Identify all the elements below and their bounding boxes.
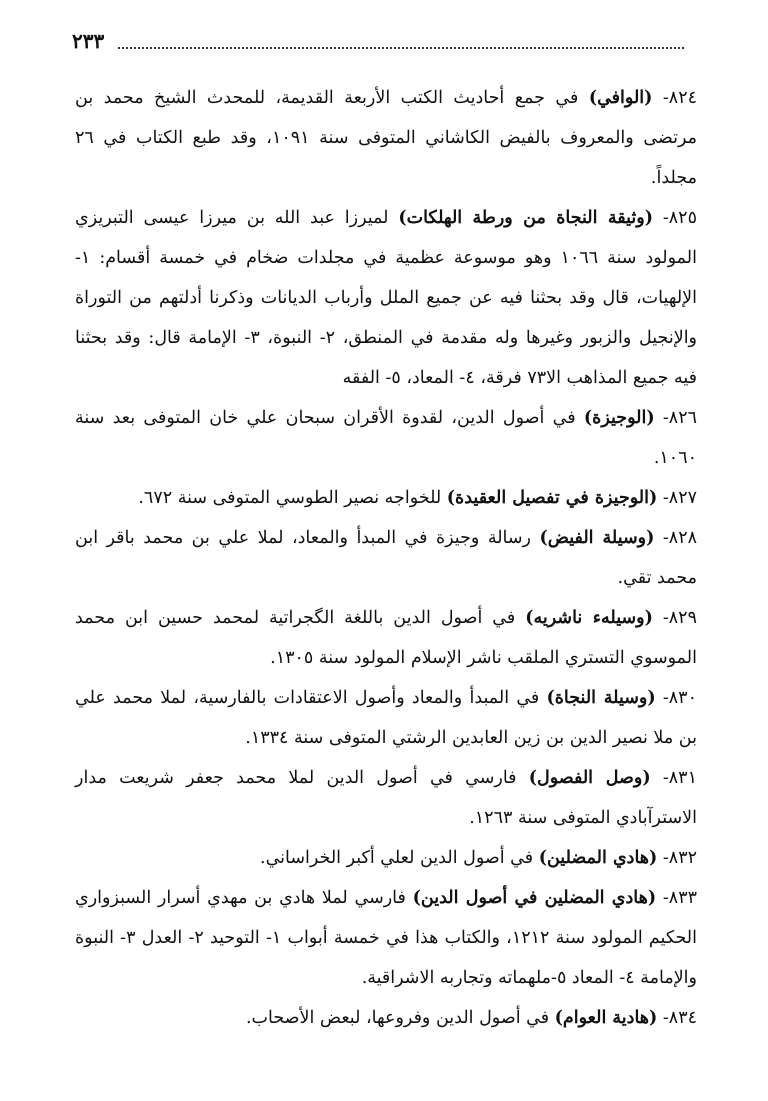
entry-number: ٨٣٢- — [662, 848, 697, 868]
entry-title: (وسيلهء ناشريه) — [525, 608, 653, 628]
entry-829 — [75, 598, 697, 678]
entry-number: ٨٢٧- — [662, 488, 697, 508]
entry-title: (هادي المضلين في أصول الدين) — [412, 888, 657, 908]
entries-list — [75, 78, 697, 1038]
entry-833 — [75, 878, 697, 998]
entry-825 — [75, 198, 697, 398]
entry-831 — [75, 758, 697, 838]
entry-827 — [75, 478, 697, 518]
entry-title: (وسيلة النجاة) — [546, 688, 656, 708]
entry-text: في أصول الدين باللغة الگجراتية لمحمد حسين ابن محمد الموسوي التستري الملقب ناشر الإسلام المولود سنة ١٣٠٥. — [75, 608, 697, 668]
entry-text: للخواجه نصير الطوسي المتوفى سنة ٦٧٢. — [138, 488, 442, 508]
entry-text: لميرزا عبد الله بن ميرزا عيسى التبريزي المولود سنة ١٠٦٦ وهو موسوعة عظمية في مجلدات ضخام في خمسة أقسام: ١- الإلهيات، قال وقد بحثنا فيه عن جميع الملل وأرباب الديانات وذكرنا أدلتهم من التوراة والإنجيل والزبور وغيرها وله مقدمة في المنطق، ٢- النبوة، ٣- الإمامة قال: وقد بحثنا فيه جميع المذاهب الا٧٣ فرقة، ٤- المعاد، ٥- الفقه — [75, 208, 698, 388]
entry-830 — [75, 678, 697, 758]
entry-text: في المبدأ والمعاد وأصول الاعتقادات بالفارسية، لملا محمد علي بن ملا نصير الدين بن زين العابدين الرشتي المتوفى سنة ١٣٣٤. — [75, 688, 697, 748]
entry-text: فارسي لملا هادي بن مهدي أسرار السبزواري الحكيم المولود سنة ١٢١٢، والكتاب هذا في خمسة أبواب ١- التوحيد ٢- العدل ٣- النبوة والإمامة ٤- المعاد ٥-ملهماته وتجاربه الاشراقية. — [75, 888, 697, 988]
entry-number: ٨٢٨- — [662, 528, 697, 548]
entry-834 — [75, 998, 697, 1038]
entry-title: (وسيلة الفيض) — [539, 528, 655, 548]
entry-title: (وصل الفصول) — [528, 768, 651, 788]
page-number: ٢٣٣ — [72, 29, 105, 53]
entry-text: في جمع أحاديث الكتب الأربعة القديمة، للمحدث الشيخ محمد بن مرتضى والمعروف بالفيض الكاشاني المتوفى سنة ١٠٩١، وقد طبع الكتاب في ٢٦ مجلداً. — [75, 88, 698, 188]
entry-number: ٨٢٥- — [662, 208, 697, 228]
entry-text: فارسي في أصول الدين لملا محمد جعفر شريعت مدار الاسترآبادي المتوفى سنة ١٢٦٣. — [75, 768, 697, 828]
entry-number: ٨٣٠- — [662, 688, 697, 708]
entry-828 — [75, 518, 697, 598]
entry-title: (وثيقة النجاة من ورطة الهلكات) — [398, 208, 653, 228]
entry-number: ٨٣٣- — [662, 888, 697, 908]
entry-number: ٨٢٦- — [662, 408, 697, 428]
entry-number: ٨٣١- — [662, 768, 697, 788]
entry-824 — [75, 78, 697, 198]
entry-text: في أصول الدين لعلي أكبر الخراساني. — [260, 848, 534, 868]
entry-title: (الوجيزة في تفصيل العقيدة) — [446, 488, 658, 508]
entry-title: (الوافي) — [588, 88, 653, 108]
entry-number: ٨٣٤- — [662, 1008, 697, 1028]
header-dotted-leader — [118, 47, 684, 49]
page-header — [72, 26, 684, 56]
entry-text: في أصول الدين وفروعها، لبعض الأصحاب. — [245, 1008, 550, 1028]
entry-826 — [75, 398, 697, 478]
entry-number: ٨٢٩- — [662, 608, 697, 628]
entry-title: (هادي المضلين) — [538, 848, 658, 868]
entry-number: ٨٢٤- — [662, 88, 697, 108]
entry-text: في أصول الدين، لقدوة الأقران سبحان علي خان المتوفى بعد سنة ١٠٦٠. — [75, 408, 697, 468]
entry-text: رسالة وجيزة في المبدأ والمعاد، لملا علي بن محمد باقر ابن محمد تقي. — [75, 528, 697, 588]
entry-832 — [75, 838, 697, 878]
entry-title: (الوجيزة) — [583, 408, 655, 428]
entry-title: (هادية العوام) — [554, 1008, 658, 1028]
